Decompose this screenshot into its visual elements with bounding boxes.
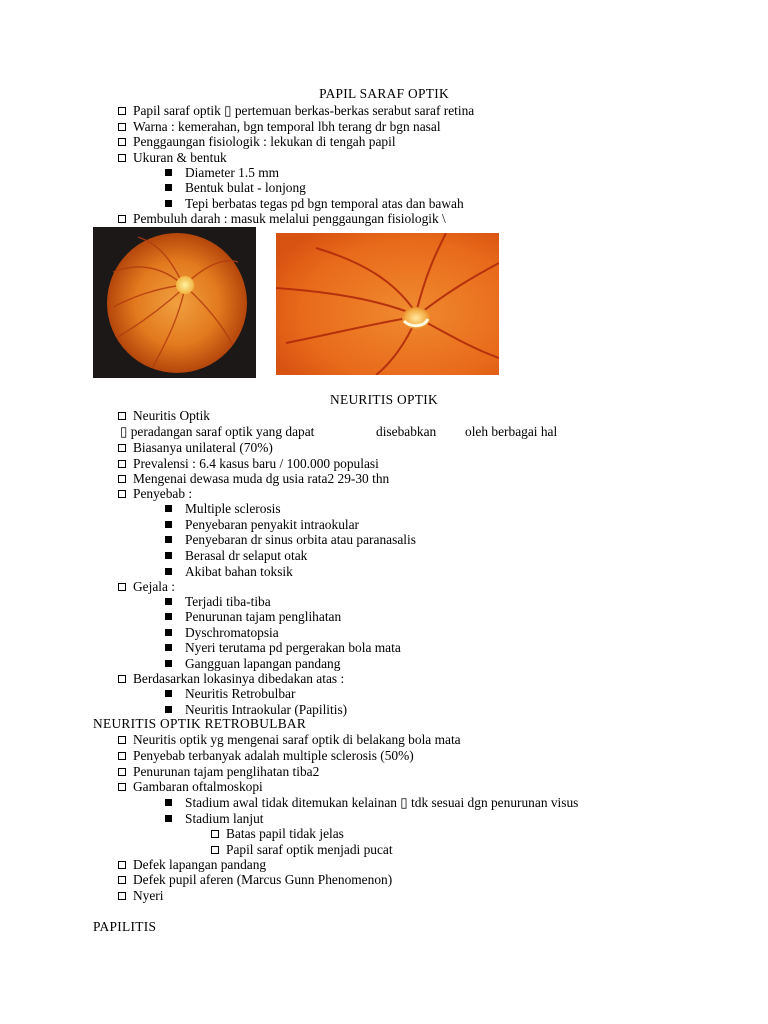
- section-title-neuritis-optik-retrobulbar: NEURITIS OPTIK RETROBULBAR: [93, 716, 307, 731]
- bullet-square-icon: [165, 629, 172, 636]
- list-item: Penyebab terbanyak adalah multiple sclerosis (50%): [118, 748, 414, 763]
- checkbox-icon: [118, 768, 126, 776]
- sub-list-item: Bentuk bulat - lonjong: [165, 180, 306, 195]
- list-item: Penggaungan fisiologik : lekukan di tengah papil: [118, 134, 396, 149]
- checkbox-icon: [118, 444, 126, 452]
- checkbox-icon: [211, 830, 219, 838]
- checkbox-icon: [118, 215, 126, 223]
- bullet-square-icon: [165, 184, 172, 191]
- checkbox-icon: [118, 138, 126, 146]
- checkbox-icon: [118, 783, 126, 791]
- sub-list-item: Multiple sclerosis: [165, 501, 281, 516]
- list-item: Nyeri: [118, 888, 164, 903]
- list-item: Mengenai dewasa muda dg usia rata2 29-30 thn: [118, 471, 389, 486]
- checkbox-icon: [118, 752, 126, 760]
- bullet-square-icon: [165, 799, 172, 806]
- list-item: Penyebab :: [118, 486, 192, 501]
- sub-sub-list-item: Papil saraf optik menjadi pucat: [211, 842, 393, 857]
- sub-list-item: Tepi berbatas tegas pd bgn temporal atas dan bawah: [165, 196, 464, 211]
- sub-list-item: Gangguan lapangan pandang: [165, 656, 340, 671]
- list-item: Penurunan tajam penglihatan tiba2: [118, 764, 319, 779]
- list-item: Neuritis optik yg mengenai saraf optik di belakang bola mata: [118, 732, 461, 747]
- list-item: Ukuran & bentuk: [118, 150, 227, 165]
- checkbox-icon: [118, 154, 126, 162]
- fundus-photo-left: [93, 227, 256, 378]
- list-item-continuation: disebabkan: [376, 424, 437, 439]
- checkbox-icon: [118, 460, 126, 468]
- section-title-papilitis: PAPILITIS: [93, 919, 157, 934]
- checkbox-icon: [118, 675, 126, 683]
- checkbox-icon: [118, 583, 126, 591]
- list-item: Gambaran oftalmoskopi: [118, 779, 263, 794]
- sub-list-item: Penurunan tajam penglihatan: [165, 609, 341, 624]
- bullet-square-icon: [165, 815, 172, 822]
- checkbox-icon: [118, 475, 126, 483]
- checkbox-icon: [118, 861, 126, 869]
- sub-list-item: Stadium lanjut: [165, 811, 263, 826]
- fundus-photo-right: [276, 233, 499, 375]
- list-item-continuation: oleh berbagai hal: [465, 424, 558, 439]
- bullet-square-icon: [165, 660, 172, 667]
- bullet-square-icon: [165, 706, 172, 713]
- checkbox-icon: [118, 490, 126, 498]
- list-item: Gejala :: [118, 579, 175, 594]
- bullet-square-icon: [165, 552, 172, 559]
- sub-sub-list-item: Batas papil tidak jelas: [211, 826, 344, 841]
- sub-list-item: Stadium awal tidak ditemukan kelainan ▯ tdk sesuai dgn penurunan visus: [165, 795, 578, 810]
- sub-list-item: Terjadi tiba-tiba: [165, 594, 271, 609]
- list-item: Pembuluh darah : masuk melalui penggaungan fisiologik \: [118, 211, 446, 226]
- bullet-square-icon: [165, 644, 172, 651]
- checkbox-icon: [118, 123, 126, 131]
- sub-list-item: Diameter 1.5 mm: [165, 165, 279, 180]
- list-item: Defek lapangan pandang: [118, 857, 266, 872]
- bullet-square-icon: [165, 505, 172, 512]
- sub-list-item: Nyeri terutama pd pergerakan bola mata: [165, 640, 401, 655]
- bullet-square-icon: [165, 568, 172, 575]
- sub-list-item: Akibat bahan toksik: [165, 564, 293, 579]
- list-item: Papil saraf optik ▯ pertemuan berkas-berkas serabut saraf retina: [118, 103, 474, 118]
- list-item: Neuritis Optik: [118, 408, 210, 423]
- sub-list-item: Dyschromatopsia: [165, 625, 279, 640]
- checkbox-icon: [118, 876, 126, 884]
- bullet-square-icon: [165, 598, 172, 605]
- sub-list-item: Neuritis Intraokular (Papilitis): [165, 702, 347, 717]
- checkbox-icon: [118, 412, 126, 420]
- checkbox-icon: [118, 736, 126, 744]
- checkbox-icon: [118, 107, 126, 115]
- bullet-square-icon: [165, 200, 172, 207]
- section-title-neuritis-optik: NEURITIS OPTIK: [330, 392, 438, 407]
- section-title-papil-saraf-optik: PAPIL SARAF OPTIK: [319, 86, 449, 101]
- list-item: Biasanya unilateral (70%): [118, 440, 273, 455]
- checkbox-icon: [118, 892, 126, 900]
- list-item: Prevalensi : 6.4 kasus baru / 100.000 populasi: [118, 456, 379, 471]
- list-item: Berdasarkan lokasinya dibedakan atas :: [118, 671, 344, 686]
- list-item: Warna : kemerahan, bgn temporal lbh terang dr bgn nasal: [118, 119, 441, 134]
- sub-list-item: Neuritis Retrobulbar: [165, 686, 295, 701]
- checkbox-icon: [211, 846, 219, 854]
- list-item-continuation: ▯ peradangan saraf optik yang dapat: [120, 424, 315, 439]
- sub-list-item: Penyebaran penyakit intraokular: [165, 517, 359, 532]
- sub-list-item: Penyebaran dr sinus orbita atau paranasalis: [165, 532, 416, 547]
- bullet-square-icon: [165, 521, 172, 528]
- bullet-square-icon: [165, 536, 172, 543]
- bullet-square-icon: [165, 169, 172, 176]
- bullet-square-icon: [165, 690, 172, 697]
- sub-list-item: Berasal dr selaput otak: [165, 548, 307, 563]
- list-item: Defek pupil aferen (Marcus Gunn Phenomenon): [118, 872, 392, 887]
- bullet-square-icon: [165, 613, 172, 620]
